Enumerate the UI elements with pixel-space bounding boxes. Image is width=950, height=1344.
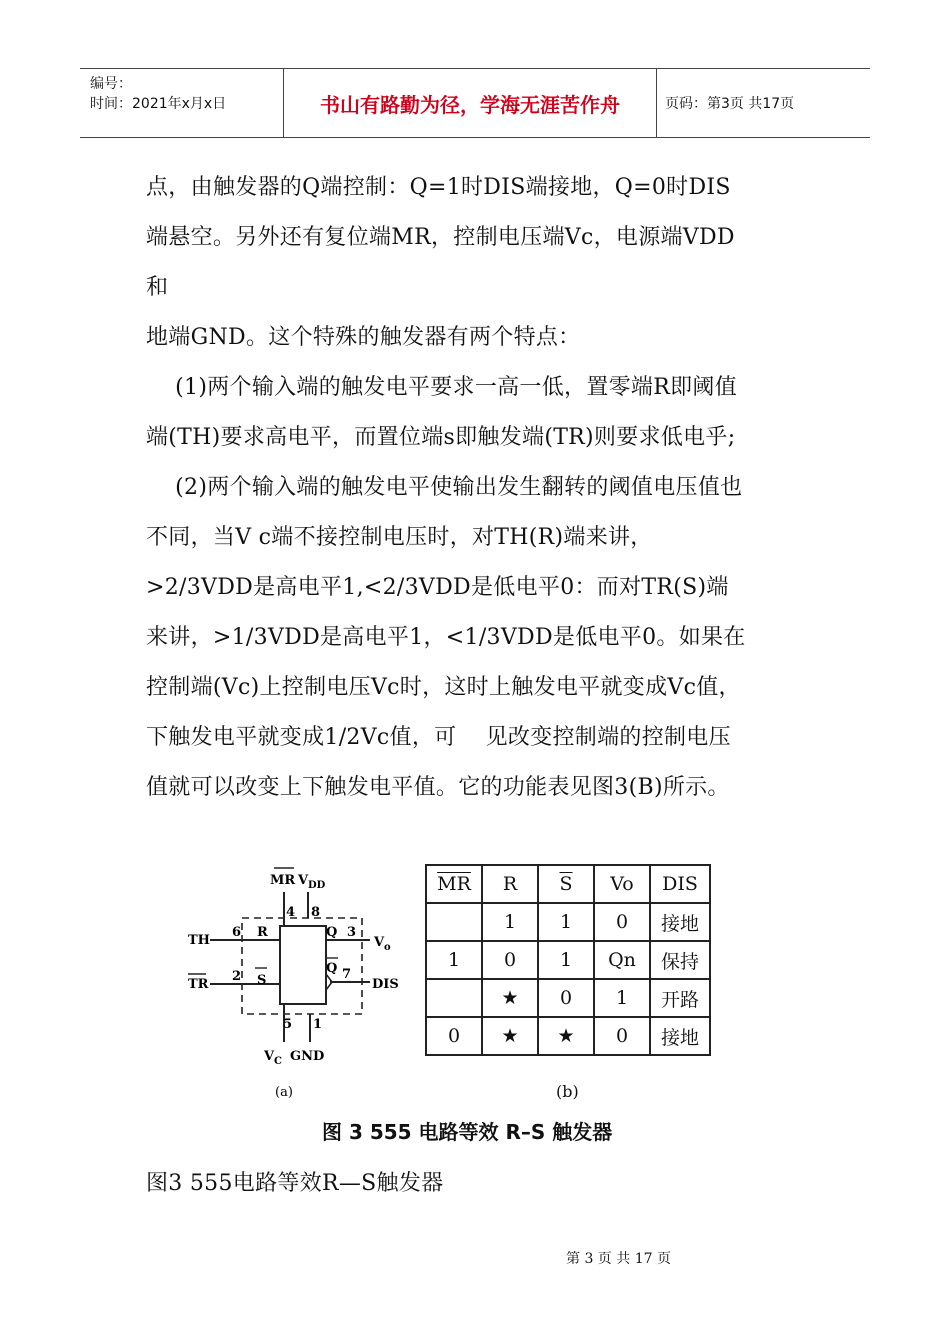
table-cell: 开路 bbox=[650, 979, 710, 1017]
table-header-row bbox=[426, 865, 710, 903]
label-tr: TR bbox=[188, 977, 209, 992]
label-vo-sub: o bbox=[384, 942, 391, 953]
label-s: S bbox=[257, 973, 267, 988]
body-line: 和 bbox=[146, 275, 169, 300]
body-line: 下触发电平就变成1/2Vc值，可 见改变控制端的控制电压 bbox=[146, 725, 731, 750]
table-cell: 接地 bbox=[650, 1017, 710, 1055]
table-cell bbox=[426, 903, 482, 941]
label-gnd: GND bbox=[290, 1049, 325, 1064]
body-line: 端悬空。另外还有复位端MR，控制电压端Vc，电源端VDD bbox=[146, 225, 735, 250]
table-cell: 1 bbox=[538, 941, 594, 979]
table-cell: ★ bbox=[482, 979, 538, 1017]
body-line: 值就可以改变上下触发电平值。它的功能表见图3(B)所示。 bbox=[146, 775, 730, 800]
body-line: >2/3VDD是高电平1,<2/3VDD是低电平0：而对TR(S)端 bbox=[146, 575, 729, 600]
pin-5: 5 bbox=[283, 1017, 293, 1032]
table-cell: ★ bbox=[538, 1017, 594, 1055]
table-header: $\overline{S}$ bbox=[538, 865, 594, 903]
body-line: 不同，当V c端不接控制电压时，对TH(R)端来讲， bbox=[146, 525, 653, 550]
label-vdd-sub: DD bbox=[308, 880, 326, 891]
figure-text: 图3 555电路等效R—S触发器 bbox=[146, 1171, 444, 1196]
body-line: 点，由触发器的Q端控制：Q=1时DIS端接地，Q=0时DIS bbox=[146, 175, 731, 200]
table-cell: 0 bbox=[538, 979, 594, 1017]
label-th: TH bbox=[188, 933, 210, 948]
table-row bbox=[426, 979, 710, 1017]
label-mr: MR bbox=[270, 873, 296, 888]
table-cell: 0 bbox=[594, 903, 650, 941]
body-line: 端(TH)要求高电平，而置位端s即触发端(TR)则要求低电乎; bbox=[146, 425, 736, 450]
function-table bbox=[425, 864, 711, 1056]
body-line: (2)两个输入端的触发电平使输出发生翻转的阈值电压值也 bbox=[146, 475, 743, 500]
pin-1: 1 bbox=[313, 1017, 323, 1032]
body-line: 来讲，>1/3VDD是高电平1，<1/3VDD是低电平0。如果在 bbox=[146, 625, 746, 650]
number-label: 编号： bbox=[90, 76, 132, 92]
table-cell bbox=[426, 979, 482, 1017]
table-cell: 0 bbox=[482, 941, 538, 979]
pin-6: 6 bbox=[232, 925, 242, 940]
table-cell: 1 bbox=[538, 903, 594, 941]
pin-8: 8 bbox=[311, 905, 321, 920]
table-cell: 0 bbox=[594, 1017, 650, 1055]
pin-4: 4 bbox=[286, 905, 296, 920]
label-vo: V bbox=[374, 935, 385, 950]
table-row bbox=[426, 903, 710, 941]
pin-7: 7 bbox=[342, 967, 352, 982]
table-row bbox=[426, 1017, 710, 1055]
document-header bbox=[80, 68, 870, 138]
label-vc: V bbox=[264, 1049, 275, 1064]
label-vc-sub: C bbox=[274, 1056, 282, 1067]
body-line: 地端GND。这个特殊的触发器有两个特点： bbox=[146, 325, 581, 350]
figure-title: 图 3 555 电路等效 R–S 触发器 bbox=[322, 1120, 613, 1144]
table-cell: 1 bbox=[594, 979, 650, 1017]
caption-a: (a) bbox=[275, 1085, 293, 1100]
table-header: Vo bbox=[594, 865, 650, 903]
header-motto: 书山有路勤为径，学海无涯苦作舟 bbox=[284, 69, 657, 137]
body-line: 控制端(Vc)上控制电压Vc时，这时上触发电平就变成Vc值， bbox=[146, 675, 741, 700]
label-q: Q bbox=[326, 925, 338, 940]
table-header: DIS bbox=[650, 865, 710, 903]
label-r: R bbox=[257, 925, 268, 940]
caption-b: (b) bbox=[556, 1082, 579, 1101]
rs-flipflop-diagram bbox=[180, 862, 410, 1112]
page-footer: 第 3 页 共 17 页 bbox=[566, 1251, 671, 1267]
header-page-info: 页码：第3页 共17页 bbox=[665, 96, 795, 112]
table-header: R bbox=[482, 865, 538, 903]
table-cell: 接地 bbox=[650, 903, 710, 941]
label-dis: DIS bbox=[372, 977, 399, 992]
function-table-wrapper bbox=[425, 864, 711, 1056]
body-line: (1)两个输入端的触发电平要求一高一低，置零端R即阈值 bbox=[146, 375, 738, 400]
table-cell: 保持 bbox=[650, 941, 710, 979]
label-vdd: V bbox=[298, 873, 309, 888]
pin-2: 2 bbox=[232, 969, 242, 984]
pin-3: 3 bbox=[347, 925, 357, 940]
table-header: $\overline{MR}$ bbox=[426, 865, 482, 903]
header-meta-cell bbox=[80, 69, 284, 137]
table-cell: ★ bbox=[482, 1017, 538, 1055]
table-cell: 0 bbox=[426, 1017, 482, 1055]
table-cell: 1 bbox=[482, 903, 538, 941]
table-row bbox=[426, 941, 710, 979]
label-qbar: Q bbox=[326, 961, 338, 976]
table-cell: 1 bbox=[426, 941, 482, 979]
time-label: 时间：2021年x月x日 bbox=[90, 96, 227, 112]
table-cell: Qn bbox=[594, 941, 650, 979]
